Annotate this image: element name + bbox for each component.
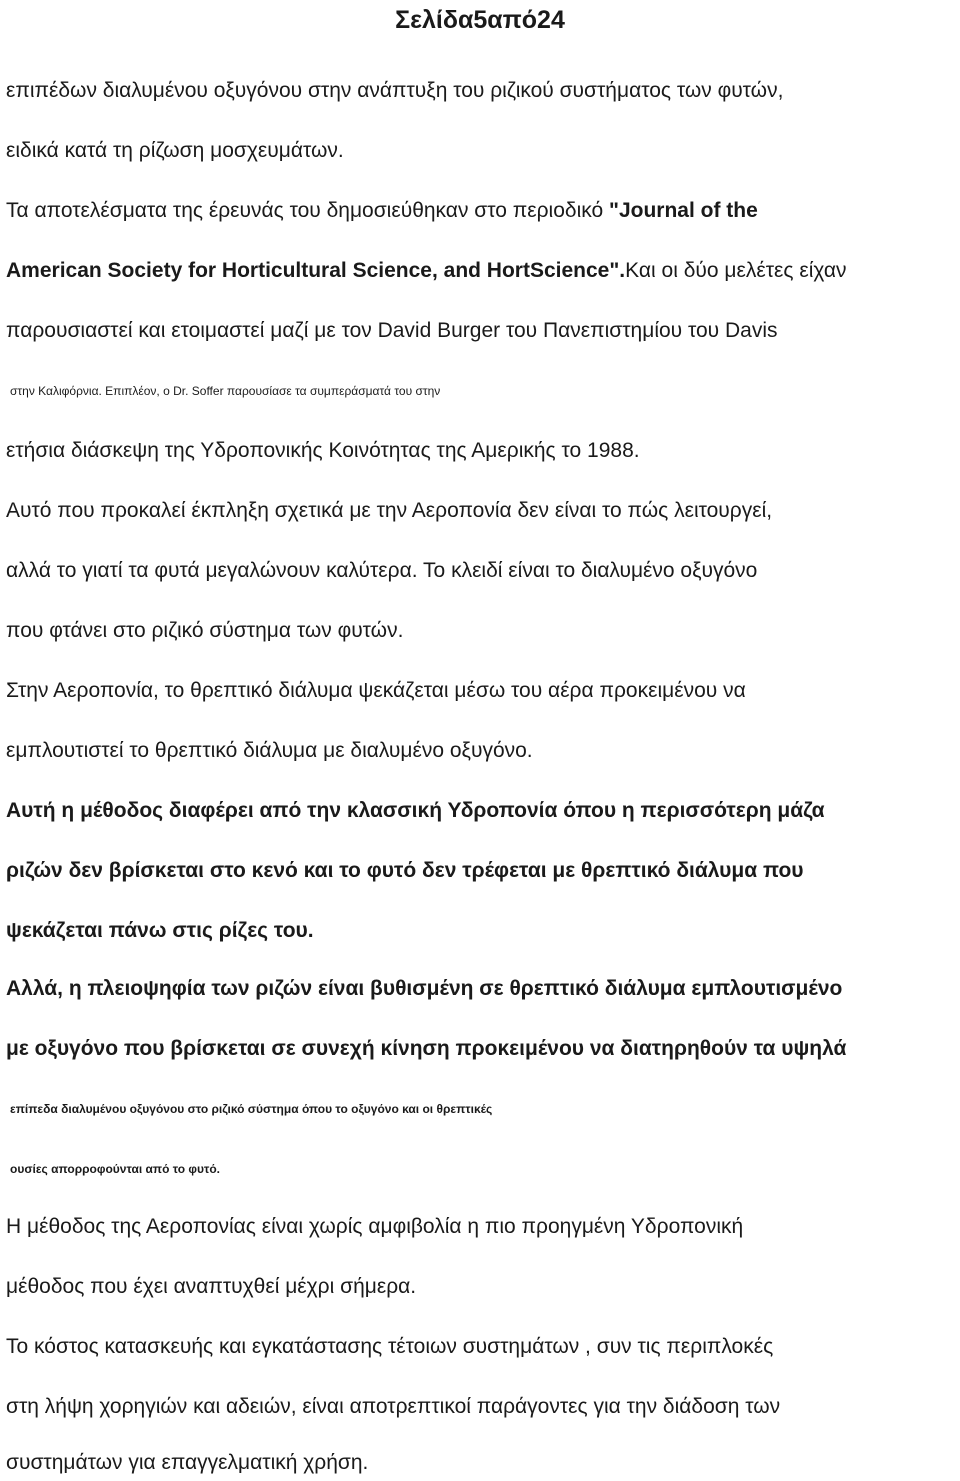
text-line: Το κόστος κατασκευής και εγκατάστασης τέτοιων συστημάτων , συν τις περιπλοκές [6, 1335, 774, 1358]
text-line: ετήσια διάσκεψη της Υδροπονικής Κοινότητας της Αμερικής το 1988. [6, 439, 640, 462]
text-line: ειδικά κατά τη ρίζωση μοσχευμάτων. [6, 139, 344, 162]
text-line: αλλά το γιατί τα φυτά μεγαλώνουν καλύτερα. Το κλειδί είναι το διαλυμένο οξυγόνο [6, 559, 758, 582]
text-line: Στην Αεροπονία, το θρεπτικό διάλυμα ψεκάζεται μέσω του αέρα προκειμένου να [6, 679, 746, 702]
bold-text-line: ψεκάζεται πάνω στις ρίζες του. [6, 919, 314, 942]
journal-name-bold: American Society for Horticultural Science, and HortScience". [6, 259, 626, 282]
text-line [6, 256, 958, 286]
text-line: στην Καλιφόρνια. Επιπλέον, ο Dr. Soffer παρουσίασε τα συμπεράσματά του στην [10, 384, 441, 398]
text-line: Αυτό που προκαλεί έκπληξη σχετικά με την Αεροπονία δεν είναι το πώς λειτουργεί, [6, 499, 773, 522]
text-line [6, 196, 958, 226]
bold-text-line: ουσίες απορροφούνται από το φυτό. [10, 1162, 221, 1176]
bold-text-line: Αλλά, η πλειοψηφία των ριζών είναι βυθισμένη σε θρεπτικό διάλυμα εμπλουτισμένο [6, 977, 843, 1000]
text-line: συστημάτων για επαγγελματική χρήση. [6, 1451, 369, 1474]
text-line: παρουσιαστεί και ετοιμαστεί μαζί με τον David Burger του Πανεπιστημίου του Davis [6, 319, 778, 342]
bold-text-line: Αυτή η μέθοδος διαφέρει από την κλασσική Υδροπονία όπου η περισσότερη μάζα [6, 799, 825, 822]
journal-name-bold: "Journal of the [609, 199, 758, 222]
text-line: μέθοδος που έχει αναπτυχθεί μέχρι σήμερα. [6, 1275, 417, 1298]
text-segment: Και οι δύο μελέτες είχαν [625, 259, 847, 282]
text-line: εμπλουτιστεί το θρεπτικό διάλυμα με διαλυμένο οξυγόνο. [6, 739, 533, 762]
bold-text-line: επίπεδα διαλυμένου οξυγόνου στο ριζικό σύστημα όπου το οξυγόνο και οι θρεπτικές [10, 1102, 493, 1116]
text-line: στη λήψη χορηγιών και αδειών, είναι αποτρεπτικοί παράγοντες για την διάδοση των [6, 1395, 781, 1418]
text-line: που φτάνει στο ριζικό σύστημα των φυτών. [6, 619, 404, 642]
text-segment: Τα αποτελέσματα της έρευνάς του δημοσιεύθηκαν στο περιοδικό [6, 199, 610, 222]
text-line: επιπέδων διαλυμένου οξυγόνου στην ανάπτυξη του ριζικού συστήματος των φυτών, [6, 79, 784, 102]
text-line: Η μέθοδος της Αεροπονίας είναι χωρίς αμφιβολία η πιο προηγμένη Υδροπονική [6, 1215, 744, 1238]
bold-text-line: με οξυγόνο που βρίσκεται σε συνεχή κίνηση προκειμένου να διατηρηθούν τα υψηλά [6, 1037, 847, 1060]
page-number-header: Σελίδα5από24 [395, 6, 565, 34]
bold-text-line: ριζών δεν βρίσκεται στο κενό και το φυτό δεν τρέφεται με θρεπτικό διάλυμα που [6, 859, 804, 882]
